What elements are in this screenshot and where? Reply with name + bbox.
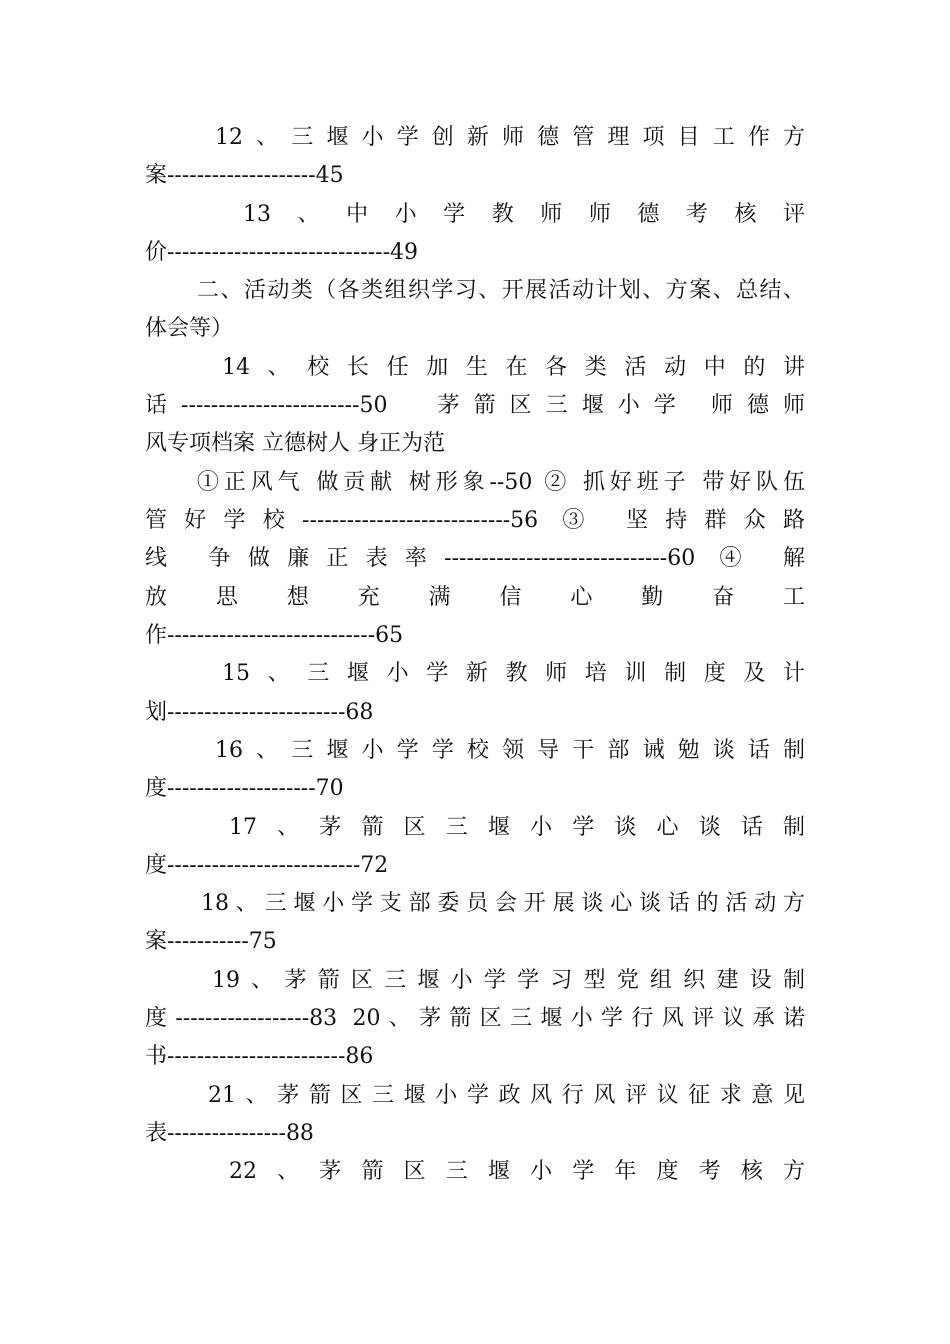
toc-line: 15、三堰小学新教师培训制度及计 [222,661,805,686]
toc-line: 度--------------------------72 [145,853,389,878]
section-heading: 二、活动类（各类组织学习、开展活动计划、方案、总结、 [197,278,805,303]
toc-line: 12、三堰小学创新师德管理项目工作方 [215,125,805,150]
toc-line: 风专项档案 立德树人 身正为范 [145,431,445,456]
toc-line: 线 争做廉正表率------------------------------60 ④ 解 [145,546,805,571]
toc-line: 度--------------------70 [145,776,344,801]
toc-line: 13、中小学教师师德考核评 [243,202,805,227]
toc-line: 划------------------------68 [145,700,374,725]
toc-line: 案--------------------45 [145,163,344,188]
toc-line: 书------------------------86 [145,1044,374,1069]
section-heading-cont: 体会等） [145,316,234,341]
toc-line: 21、茅箭区三堰小学政风行风评议征求意见 [208,1083,805,1108]
toc-line: 17、茅箭区三堰小学谈心谈话制 [229,815,805,840]
toc-line: 16、三堰小学学校领导干部诫勉谈话制 [215,738,805,763]
toc-line: 案-----------75 [145,929,277,954]
toc-line: 22、茅箭区三堰小学年度考核方 [229,1159,805,1184]
toc-line: 14、校长任加生在各类活动中的讲 [222,355,805,380]
toc-line: ①正风气 做贡献 树形象--50 ② 抓好班子 带好队伍 [197,470,805,495]
toc-line: 价------------------------------49 [145,240,419,265]
toc-line: 管好学校----------------------------56 ③ 坚持群众路 [145,508,805,533]
toc-line: 表----------------88 [145,1121,314,1146]
toc-line: 作----------------------------65 [145,623,404,648]
toc-line: 19、茅箭区三堰小学学习型党组织建设制 [212,968,805,993]
toc-line: 放 思 想 充 满 信 心 勤 奋 工 [145,585,805,610]
toc-line: 18、三堰小学支部委员会开展谈心谈话的活动方 [201,891,805,916]
toc-line: 度------------------83 20、茅箭区三堰小学行风评议承诺 [145,1006,805,1031]
toc-line: 话------------------------50 茅箭区三堰小学 师德师 [145,393,805,418]
